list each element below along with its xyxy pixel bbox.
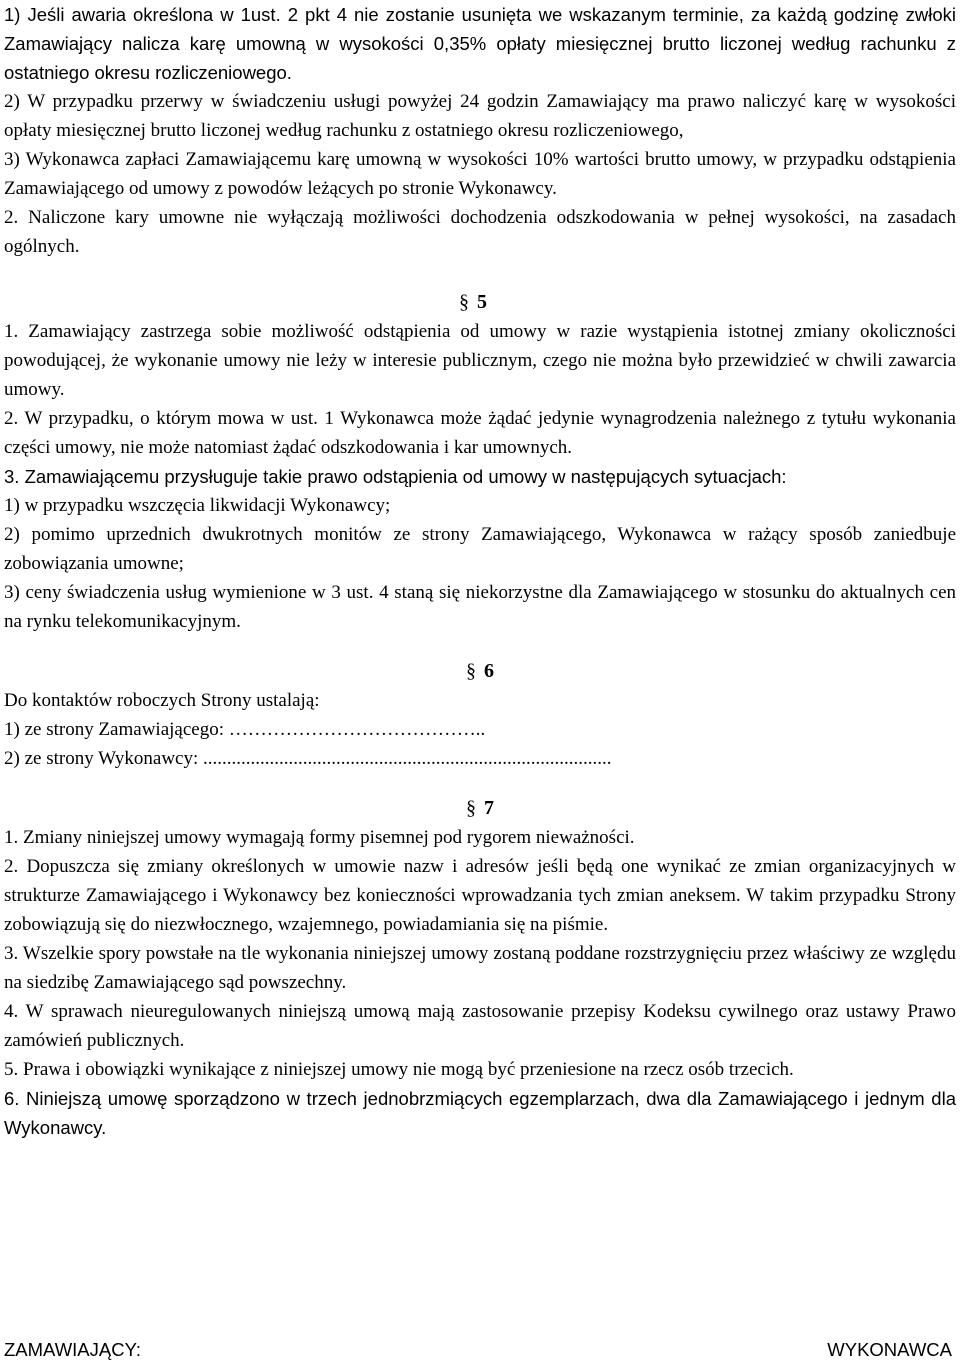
contact-ordering-party: 1) ze strony Zamawiającego: …………………………………..	[4, 719, 486, 740]
withdrawal-clause-1: 1. Zamawiający zastrzega sobie możliwość odstąpienia od umowy w razie wystąpienia istotnej zmiany okoliczności powodującej, że wykonanie umowy nie leży w interesie publicznym, czego nie można było przewidzieć w chwili zawarcia umowy.	[4, 321, 956, 400]
final-clause-3: 3. Wszelkie spory powstałe na tle wykonania niniejszej umowy zostaną poddane rozstrzygnięciu przez właściwy ze względu na siedzibę Zamawiającego sąd powszechny.	[4, 943, 956, 993]
final-clause-6: 6. Niniejszą umowę sporządzono w trzech jednobrzmiących egzemplarzach, dwa dla Zamawiającego i jednym dla Wykonawcy.	[4, 1088, 956, 1138]
withdrawal-clause-2: 2. W przypadku, o którym mowa w ust. 1 Wykonawca może żądać jedynie wynagrodzenia należnego z tytułu wykonania części umowy, nie może natomiast żądać odszkodowania i kar umownych.	[4, 408, 956, 458]
withdrawal-item-2: 2) pomimo uprzednich dwukrotnych monitów ze strony Zamawiającego, Wykonawca w rażący sposób zaniedbuje zobowiązania umowne;	[4, 524, 956, 574]
penalty-clause-1: 1) Jeśli awaria określona w 1ust. 2 pkt 4 nie zostanie usunięta we wskazanym terminie, za każdą godzinę zwłoki Zamawiający nalicza karę umowną w wysokości 0,35% opłaty miesięcznej brutto liczonej według rachunku z ostatniego okresu rozliczeniowego.	[4, 4, 956, 83]
section-heading-6: § 6	[466, 660, 494, 682]
contacts-intro: Do kontaktów roboczych Strony ustalają:	[4, 690, 320, 711]
signature-footer	[4, 1336, 952, 1364]
paragraph-sign-icon: §	[466, 797, 476, 819]
document-page	[4, 0, 956, 1142]
signature-contractor-label: WYKONAWCA	[827, 1339, 952, 1360]
penalty-clause-3: 3) Wykonawca zapłaci Zamawiającemu karę umowną w wysokości 10% wartości brutto umowy, w przypadku odstąpienia Zamawiającego od umowy z powodów leżących po stronie Wykonawcy.	[4, 149, 956, 199]
penalty-clause-2: 2) W przypadku przerwy w świadczeniu usługi powyżej 24 godzin Zamawiający ma prawo naliczyć karę w wysokości opłaty miesięcznej brutto liczonej według rachunku z ostatniego okresu rozliczeniowego,	[4, 91, 956, 141]
final-clause-1: 1. Zmiany niniejszej umowy wymagają formy pisemnej pod rygorem nieważności.	[4, 827, 635, 848]
final-clause-5: 5. Prawa i obowiązki wynikające z niniejszej umowy nie mogą być przeniesione na rzecz osób trzecich.	[4, 1059, 794, 1080]
penalty-clause-4: 2. Naliczone kary umowne nie wyłączają możliwości dochodzenia odszkodowania w pełnej wysokości, na zasadach ogólnych.	[4, 207, 956, 257]
withdrawal-item-3: 3) ceny świadczenia usług wymienione w 3 ust. 4 staną się niekorzystne dla Zamawiającego w stosunku do aktualnych cen na rynku telekomunikacyjnym.	[4, 582, 956, 632]
withdrawal-clause-3: 3. Zamawiającemu przysługuje takie prawo odstąpienia od umowy w następujących sytuacjach:	[4, 466, 787, 487]
final-clause-2: 2. Dopuszcza się zmiany określonych w umowie nazw i adresów jeśli będą one wynikać ze zmian organizacyjnych w strukturze Zamawiającego i Wykonawcy bez konieczności wprowadzania tych zmian aneksem. W takim przypadku Strony zobowiązują się do niezwłocznego, wzajemnego, powiadamiania się na piśmie.	[4, 856, 956, 935]
withdrawal-item-1: 1) w przypadku wszczęcia likwidacji Wykonawcy;	[4, 495, 391, 516]
contact-contractor: 2) ze strony Wykonawcy: ......................................................................................	[4, 748, 612, 769]
section-heading-5: § 5	[459, 291, 487, 313]
signature-ordering-party-label: ZAMAWIAJĄCY:	[4, 1339, 142, 1360]
final-clause-4: 4. W sprawach nieuregulowanych niniejszą umową mają zastosowanie przepisy Kodeksu cywilnego oraz ustawy Prawo zamówień publicznych.	[4, 1001, 956, 1051]
paragraph-sign-icon: §	[459, 291, 469, 313]
section-heading-7: § 7	[466, 797, 494, 819]
paragraph-sign-icon: §	[466, 660, 476, 682]
